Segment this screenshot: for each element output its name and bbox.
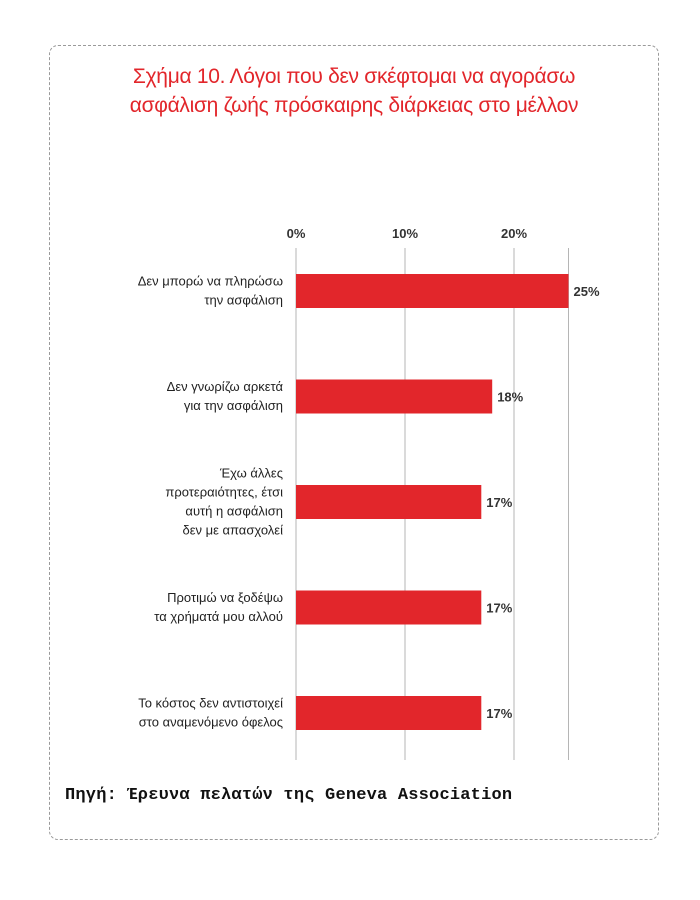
category-label-line: Δεν μπορώ να πληρώσω [137,273,283,289]
category-label-line: την ασφάλιση [204,292,283,308]
data-label: 17% [486,600,513,616]
bar [296,696,481,730]
data-label: 17% [486,495,513,510]
category-label-line: Δεν γνωρίζω αρκετά [166,379,283,394]
data-label: 18% [497,389,524,405]
category-label-line: για την ασφάλιση [183,398,283,413]
chart-title-line-2: ασφάλιση ζωής πρόσκαιρης διάρκειας στο μέλλον [129,94,579,117]
category-label-line: δεν με απασχολεί [182,522,283,538]
category-label [138,274,283,308]
category-label [167,379,284,413]
source-note: Πηγή: Έρευνα πελατών της Geneva Association [65,786,513,805]
category-label-line: τα χρήματά μου αλλού [154,609,283,624]
category-label [165,466,283,538]
bar [296,591,481,625]
category-label-line: Έχω άλλες [219,465,283,481]
category-label-line: στο αναμενόμενο όφελος [138,714,283,730]
x-tick-label: 20% [500,226,528,241]
category-label-line: Προτιμώ να ξοδέψω [167,590,283,605]
category-label-line: Το κόστος δεν αντιστοιχεί [138,695,283,711]
category-label-line: αυτή η ασφάλιση [185,503,283,519]
data-label: 17% [486,706,513,721]
x-tick-label: 0% [286,226,306,241]
x-tick-label: 10% [391,226,419,241]
category-label [154,590,283,624]
category-label [138,696,283,730]
bar [296,380,492,414]
chart-title-line-1: Σχήμα 10. Λόγοι που δεν σκέφτομαι να αγοράσω [132,65,576,88]
category-label-line: προτεραιότητες, έτσι [165,484,283,500]
bar [296,274,569,308]
data-label: 25% [573,284,600,299]
bar [296,485,481,519]
